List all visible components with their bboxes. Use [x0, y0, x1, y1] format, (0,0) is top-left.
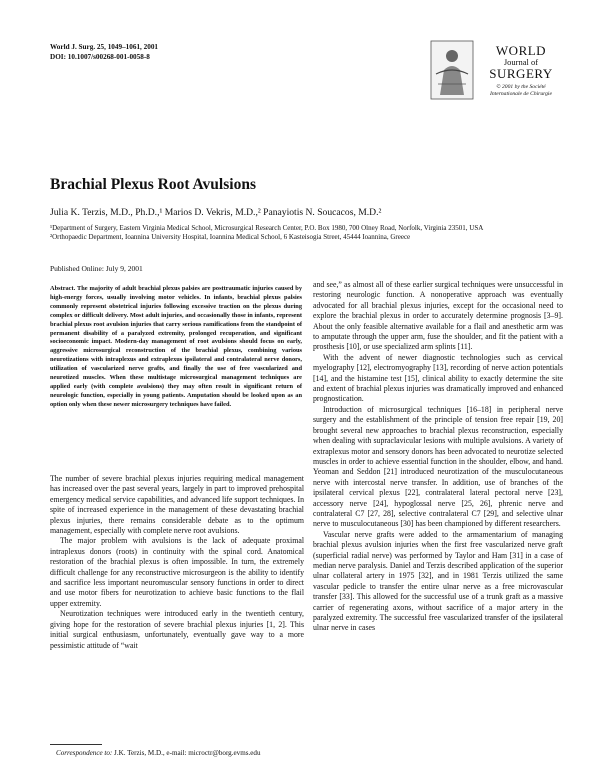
journal-masthead [430, 40, 560, 110]
masthead-surgery: SURGERY [489, 66, 553, 81]
footnote-label: Correspondence to: [56, 749, 113, 757]
journal-citation: World J. Surg. 25, 1049–1061, 2001 [50, 43, 159, 51]
correspondence-footnote [56, 749, 261, 757]
paragraph: With the advent of newer diagnostic technologies such as cervical myelography [12], electromyography [13], recording of nerve action potentials [14], and the histamine test [15], clinical ability to exactly determine the site and extent of brachial plexus injuries was dramatically improved and enhanced prognostication. [313, 352, 563, 404]
masthead-journal-of: Journal of [503, 57, 539, 67]
journal-logo [430, 40, 474, 100]
article-title: Brachial Plexus Root Avulsions [50, 176, 256, 193]
paragraph: The number of severe brachial plexus injuries requiring medical management has increased over the past several years, largely in part to improved prehospital emergency medical service capabilities, and advanced life support techniques. In spite of increased experience in the management of these devastating brachial plexus injuries, there remains considerable debate as to the optimum management, especially with complete nerve root avulsions. [50, 474, 304, 536]
paragraph: and see,” as almost all of these earlier surgical techniques were unsuccessful in restoring neurologic function. A nonoperative approach was eventually advocated for all brachial plexus injuries, except for the occasional need to explore the brachial plexus in order to accurately determine prognosis [3–9]. About the only feasible alternative available for a flail and anesthetic arm was to amputate through the upper arm, fuse the shoulder, and fit the patient with a prosthesis [10], or use specialized arm splints [11]. [313, 280, 563, 352]
body-left-column [50, 474, 304, 651]
footnote-divider [50, 744, 102, 745]
affiliations [50, 224, 550, 242]
footnote-text: J.K. Terzis, M.D., e-mail: microctr@borg.evms.edu [112, 749, 261, 757]
masthead-copyright [480, 84, 562, 98]
doi: DOI: 10.1007/s00268-001-0058-8 [50, 52, 150, 61]
masthead-world: WORLD [495, 43, 547, 58]
affiliation-1: ¹Department of Surgery, Eastern Virginia Medical School, Microsurgical Research Center, P.O. Box 1980, 700 Olney Road, Norfolk, Virginia 23501, USA [50, 224, 484, 232]
affiliation-2: ²Orthopaedic Department, Ioannina University Hospital, Ioannina Medical School, 6 Kasteisogia Street, 45444 Ioannina, Greece [50, 233, 411, 241]
paragraph: Introduction of microsurgical techniques [16–18] in peripheral nerve surgery and the establishment of the principle of tension free repair [19, 20] brought several new approaches to brachial plexus reconstruction, especially when dealing with supraclavicular lesions with multiple avulsions. A variety of extraplexus motor and sensory donors has been advocated to neurotize selected muscles in order to achieve essential function in the shoulder, elbow, and hand. Yeoman and Seddon [21] introduced neurotization of the musculocutaneous nerve with intercostal nerve transfer. In addition, use of branches of the ipsilateral cervical plexus [22], contralateral lateral pectoral nerve [23], accessory nerve [24], hypoglossal nerve [25, 26], phrenic nerve and contralateral C7 [27, 28], selective contralateral C7 [29], and selective ulnar nerve to musculocutaneous [30] has been championed by different researchers. [313, 404, 563, 529]
paragraph: Vascular nerve grafts were added to the armamentarium of managing brachial plexus avulsion injuries when the first free vascularized nerve graft (superficial radial nerve) was performed by Taylor and Ham [31] in a case of median nerve paralysis. Daniel and Terzis described application of the superior ulnar collateral artery in 1975 [32], and in 1981 Terzis utilized the same vascular pedicle to transfer the entire ulnar nerve as a free microvascular transfer [33]. This allowed for the successful use of a trunk graft as a massive carrier of regenerating axons, without sacrifice of a major artery in the paralyzed extremity. The successful free vascularized transfer of the ipsilateral ulnar nerve in cases [313, 529, 563, 633]
abstract: Abstract. The majority of adult brachial plexus palsies are posttraumatic injuries caused by high-energy forces, usually involving motor vehicles. In infants, brachial plexus palsies commonly represent obstetrical injuries following excessive traction on the plexus during complex or difficult delivery. Most adult injuries, and occasionally those in infants, represent brachial plexus root avulsion injuries that carry serious ramifications from the standpoint of permanent disability of a paralyzed extremity, prolonged recuperation, and significant socioeconomic impact. Modern-day management of root avulsions should focus on early, aggressive microsurgical reconstruction of the brachial plexus, combining various neurotizations with intraplexus and extraplexus ipsilateral and contralateral nerve donors, utilization of vascularized nerve grafts, and finally the use of free vascularized and neurotized muscles. When these multistage microsurgical management techniques are applied early (with complete avulsions) they may often result in significant return of neurologic function, especially in young patients. Amputation should be looked upon as an option only when these newer microsurgery techniques have failed. [50, 285, 302, 408]
journal-reference [50, 43, 158, 62]
author-list: Julia K. Terzis, M.D., Ph.D.,¹ Marios D. Vekris, M.D.,² Panayiotis N. Soucacos, M.D.² [50, 207, 382, 218]
copyright-line-1: © 2001 by the Société [496, 84, 546, 90]
paragraph: The major problem with avulsions is the lack of adequate proximal intraplexus donors (roots) in continuity with the spinal cord. Anatomical restoration of the brachial plexus is often impossible. In turn, the extremely difficult challenge for any reconstructive microsurgeon is the ability to identify and sacrifice less important neuromuscular sensory functions in order to direct and use motor fibers for neurotization to achieve basic functions to the flail upper extremity. [50, 536, 304, 608]
published-date: Published Online: July 9, 2001 [50, 264, 143, 273]
body-right-column [313, 280, 563, 634]
copyright-line-2: Internationale de Chirurgie [490, 91, 552, 97]
paragraph: Neurotization techniques were introduced early in the twentieth century, giving hope for the restoration of severe brachial plexus injuries [1, 2]. This initial surgical enthusiasm, unfortunately, eventually gave way to a more pessimistic attitude of “wait [50, 609, 304, 650]
